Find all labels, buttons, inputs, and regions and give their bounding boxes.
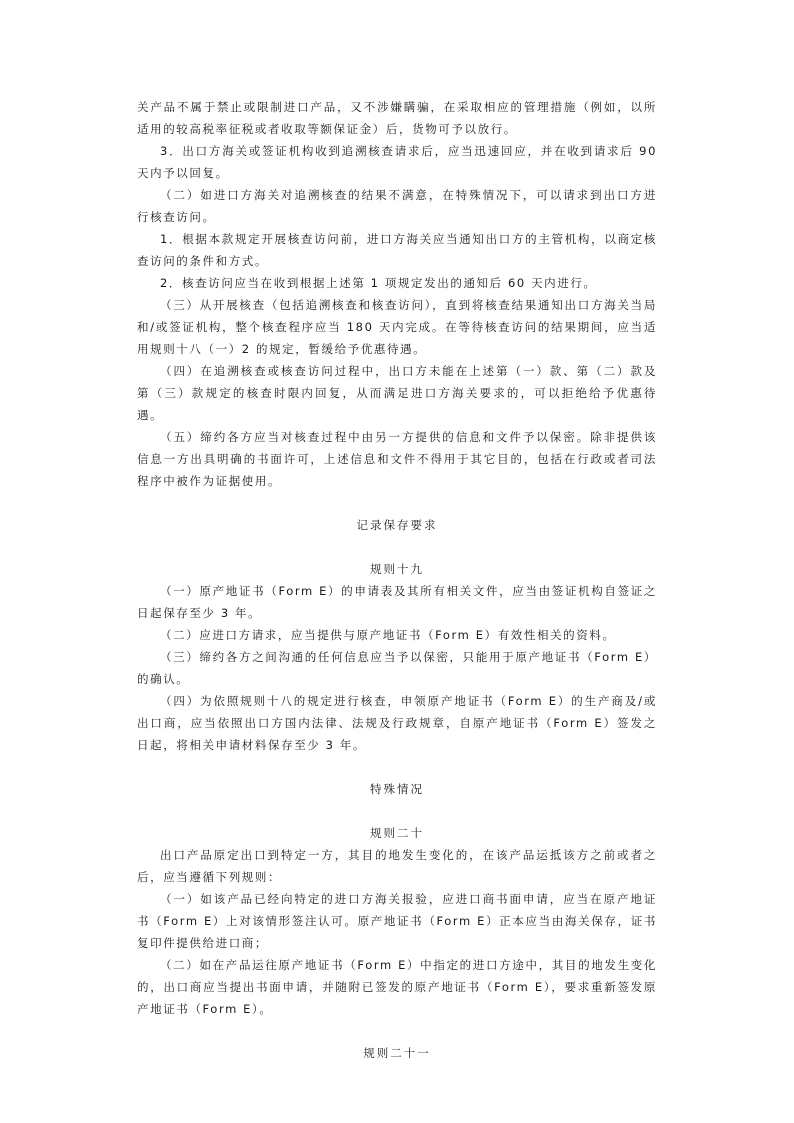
paragraph: （一）原产地证书（Form E）的申请表及其所有相关文件，应当由签证机构自签证之日起保存至少 3 年。 [137,584,657,620]
paragraph: 1．根据本款规定开展核查访问前，进口方海关应当通知出口方的主管机构，以商定核查访问的条件和方式。 [137,232,657,268]
paragraph: （二）如进口方海关对追溯核查的结果不满意，在特殊情况下，可以请求到出口方进行核查访问。 [137,188,657,224]
rule-title-next: 规则二十一 [363,1046,431,1060]
paragraph: （四）在追溯核查或核查访问过程中，出口方未能在上述第（一）款、第（二）款及第（三）款规定的核查时限内回复，从而满足进口方海关要求的，可以拒绝给予优惠待遇。 [137,364,657,422]
paragraph: （二）如在产品运往原产地证书（Form E）中指定的进口方途中，其目的地发生变化的，出口商应当提出书面申请，并随附已签发的原产地证书（Form E），要求重新签发原产地证书（Form E）。 [137,958,657,1016]
paragraph: 关产品不属于禁止或限制进口产品，又不涉嫌瞒骗，在采取相应的管理措施（例如，以所适用的较高税率征税或者收取等额保证金）后，货物可予以放行。 [137,100,657,136]
paragraph: 2．核查访问应当在收到根据上述第 1 项规定发出的通知后 60 天内进行。 [160,276,597,290]
rule-title: 规则二十 [370,826,424,840]
paragraph: （三）从开展核查（包括追溯核查和核查访问），直到将核查结果通知出口方海关当局和/或签证机构，整个核查程序应当 180 天内完成。在等待核查访问的结果期间，应当适用规则十八（一）2 的规定，暂缓给予优惠待遇。 [137,298,657,356]
paragraph: （二）应进口方请求，应当提供与原产地证书（Form E）有效性相关的资料。 [160,628,616,642]
document-page [137,96,657,1064]
section-title-special-cases: 特殊情况 [370,782,424,796]
paragraph: 3．出口方海关或签证机构收到追溯核查请求后，应当迅速回应，并在收到请求后 90 天内予以回复。 [137,144,657,180]
paragraph: （一）如该产品已经向特定的进口方海关报验，应进口商书面申请，应当在原产地证书（Form E）上对该情形签注认可。原产地证书（Form E）正本应当由海关保存，证书复印件提供给进口商； [137,892,657,950]
paragraph: 出口产品原定出口到特定一方，其目的地发生变化的，在该产品运抵该方之前或者之后，应当遵循下列规则： [137,848,657,884]
rule-title: 规则十九 [370,562,424,576]
paragraph: （四）为依照规则十八的规定进行核查，申领原产地证书（Form E）的生产商及/或出口商，应当依照出口方国内法律、法规及行政规章，自原产地证书（Form E）签发之日起，将相关申请材料保存至少 3 年。 [137,694,657,752]
section-title-record-keeping: 记录保存要求 [356,518,438,532]
paragraph: （五）缔约各方应当对核查过程中由另一方提供的信息和文件予以保密。除非提供该信息一方出具明确的书面许可，上述信息和文件不得用于其它目的，包括在行政或者司法程序中被作为证据使用。 [137,430,657,488]
paragraph: （三）缔约各方之间沟通的任何信息应当予以保密，只能用于原产地证书（Form E）的确认。 [137,650,657,686]
